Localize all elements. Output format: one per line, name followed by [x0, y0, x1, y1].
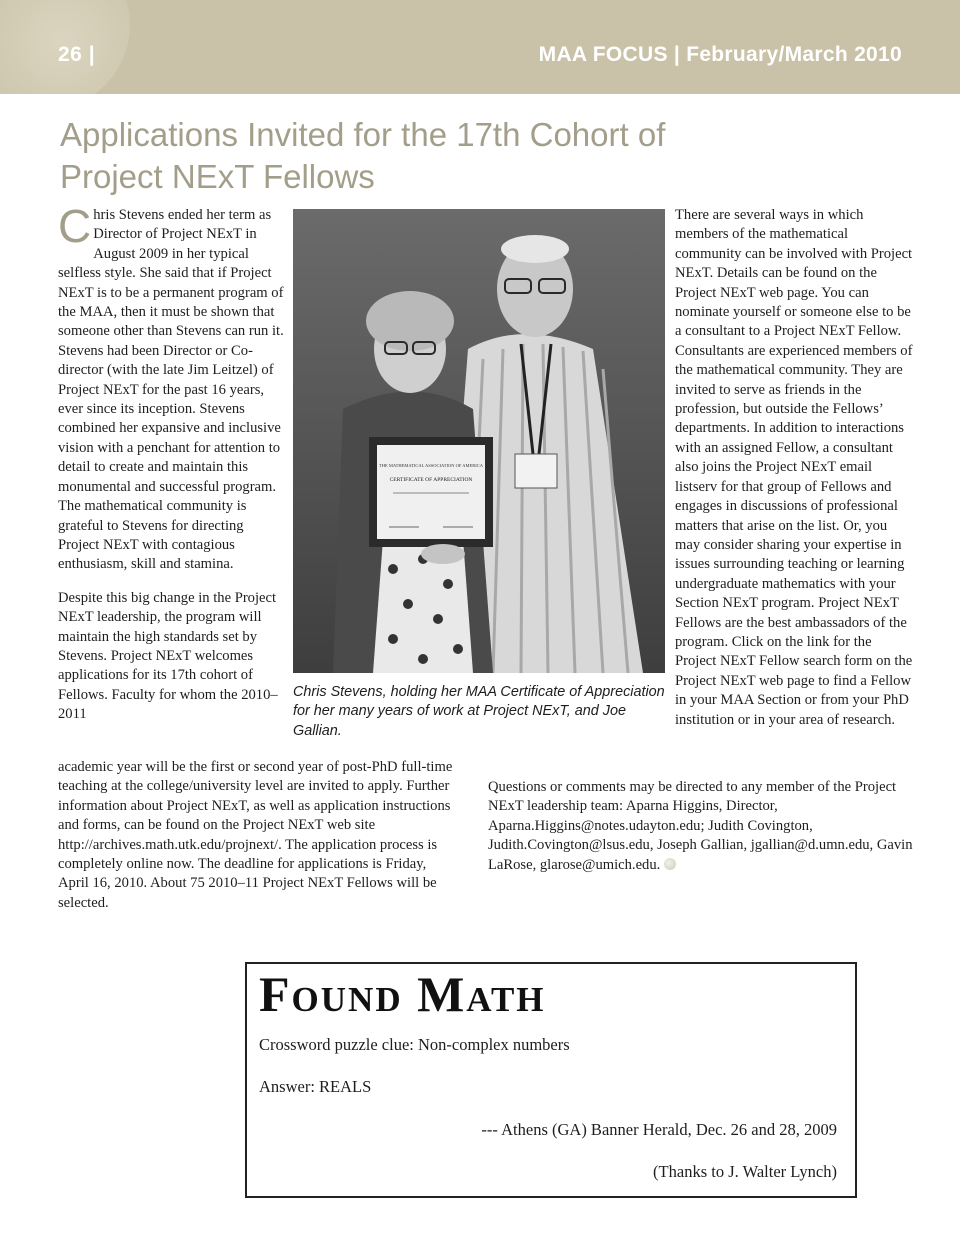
- photo-image: [293, 209, 665, 673]
- photo-caption: Chris Stevens, holding her MAA Certificate of Appreciation for her many years of work at Project NExT, and Joe Gallian.: [293, 684, 665, 739]
- paragraph-applications: Despite this big change in the Project NExT leadership, the program will maintain the high standards set by Stevens. Project NExT welcomes applications for its 17th cohort of Fellows. Faculty for whom the 2010–2011: [58, 589, 278, 723]
- paragraph-contacts-text: Questions or comments may be directed to any member of the Project NExT leadership team: Aparna Higgins, Director, Aparna.Higgins@notes.udayton.edu; Judith Covington, Judith.Covington@lsus.edu, Joseph Gallian, jgallian@d.umn.edu, Gavin LaRose, glarose@umich.edu.: [488, 779, 913, 873]
- found-math-clue: Crossword puzzle clue: Non-complex numbers: [259, 1035, 570, 1054]
- found-math-answer: Answer: REALS: [259, 1077, 372, 1096]
- found-math-source: --- Athens (GA) Banner Herald, Dec. 26 and 28, 2009: [481, 1120, 837, 1139]
- left-column: [58, 200, 286, 725]
- end-mark-icon: [664, 858, 676, 870]
- paragraph-involvement: There are several ways in which members of the mathematical community can be involved with Project NExT. Details can be found on the Project NExT web page. You can nominate yourself or someone else to be a consultant to a Project NExT Fellow. Consultants are experienced members of the mathematical community. They are invited to serve as friends in the profession, but outside the Fellows’ departments. In addition to interactions with an assigned Fellow, a consultant also joins the Project NExT email listserv for that group of Fellows and engages in discussions of professional matters that arise on the list. Or, you may consider sharing your expertise in issues surrounding teaching or learning undergraduate mathematics with your Section NExT program. Project NExT Fellows are the best ambassadors of the program. Click on the link for the Project NExT Fellow search form on the Project NExT web page to find a Fellow in your MAA Section or from your PhD institution or in your area of research.: [675, 207, 913, 728]
- found-math-thanks: (Thanks to J. Walter Lynch): [653, 1162, 837, 1181]
- certificate-title: CERTIFICATE OF APPRECIATION: [389, 477, 473, 483]
- found-math-title: Found Math: [259, 966, 546, 1022]
- paragraph-contacts: [488, 778, 920, 875]
- publication-title: MAA FOCUS | February/March 2010: [538, 43, 902, 66]
- paragraph-intro: [58, 200, 286, 575]
- drop-cap: C: [58, 200, 92, 252]
- paragraph-applications-continued: academic year will be the first or second year of post-PhD full-time teaching at the college/university level are invited to apply. Further information about Project NExT, as well as application instructions and forms, can be found on the Project NExT web site http://archives.math.utk.edu/projnext/. The application process is completely online now. The deadline for applications is Friday, April 16, 2010. About 75 2010–11 Project NExT Fellows will be selected.: [58, 759, 453, 911]
- page-number: 26 |: [58, 43, 96, 66]
- paragraph-intro-text: hris Stevens ended her term as Director of Project NExT in August 2009 in her typical selfless style. She said that if Project NExT is to be a permanent program of the MAA, then it must be shown that someone other than Stevens can run it. Stevens had been Director or Co-director (with the late Jim Leitzel) of Project NExT for the past 16 years, ever since its inception. Stevens combined her expansive and inclusive vision with a penchant for attention to detail to create and maintain this monumental and successful program. The mathematical community is grateful to Stevens for directing Project NExT with contagious enthusiasm, skill and stamina.: [58, 207, 284, 573]
- right-column: [675, 206, 915, 730]
- certificate-heading: THE MATHEMATICAL ASSOCIATION OF AMERICA: [378, 463, 484, 468]
- article-title: Applications Invited for the 17th Cohort of Project NExT Fellows: [60, 116, 666, 195]
- page-header: [0, 0, 960, 94]
- questions-block: [488, 778, 920, 875]
- photo-stevens-gallian: [293, 209, 665, 673]
- found-math-box: [245, 962, 857, 1198]
